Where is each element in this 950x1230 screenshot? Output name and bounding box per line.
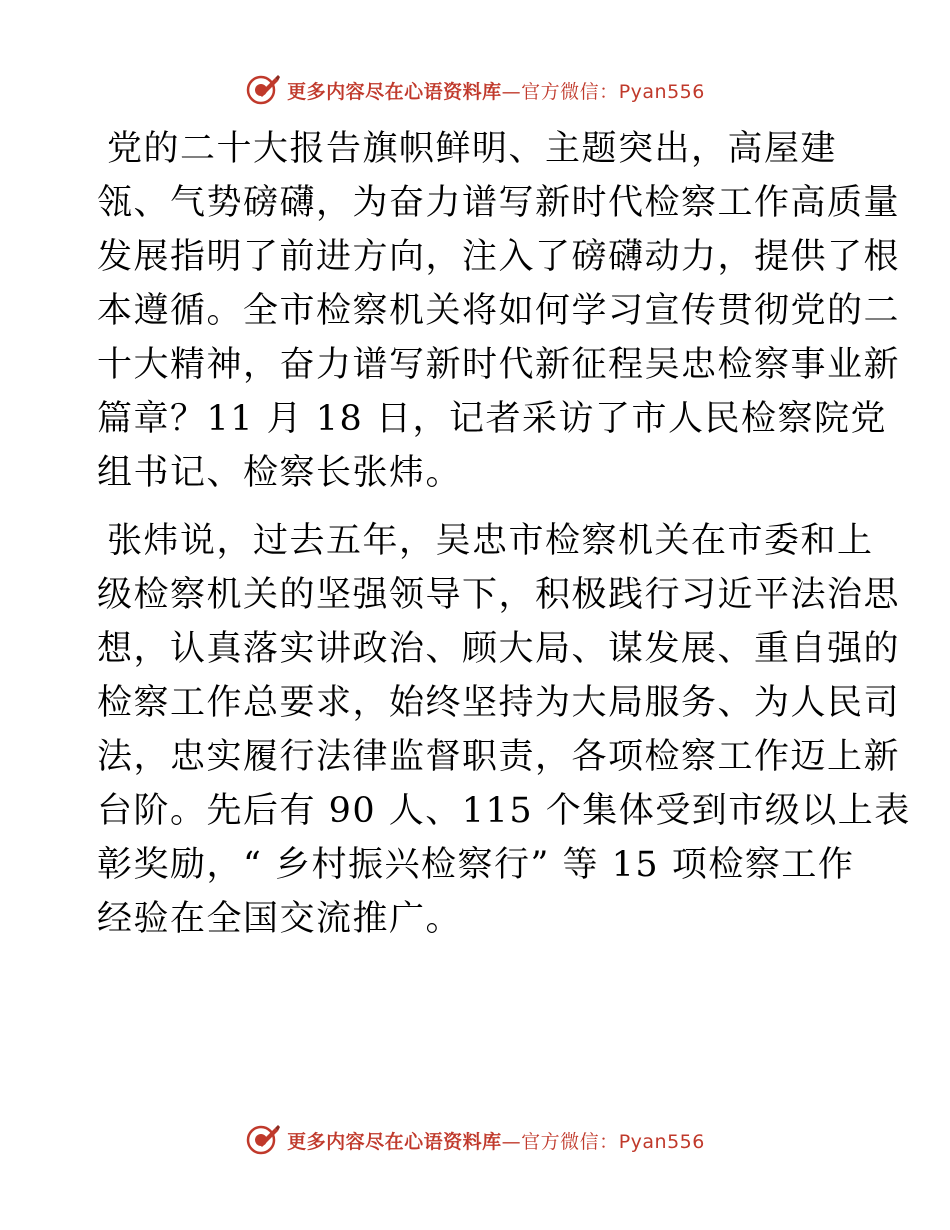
- banner-text: 更多内容尽在心语资料库—官方微信：Pyan556: [287, 80, 705, 103]
- text-line: 台阶。先后有 90 人、115 个集体受到市级以上表: [97, 791, 911, 831]
- text-line: 本遵循。全市检察机关将如何学习宣传贯彻党的二: [97, 291, 901, 331]
- text-line: 十大精神，奋力谱写新时代新征程吴忠检察事业新: [97, 345, 901, 385]
- text-line: 检察工作总要求，始终坚持为大局服务、为人民司: [97, 683, 901, 723]
- text-line: 经验在全国交流推广。: [97, 899, 463, 939]
- text-line: 发展指明了前进方向，注入了磅礴动力，提供了根: [97, 237, 901, 277]
- header-banner: [0, 72, 950, 108]
- text-line: 彰奖励，“ 乡村振兴检察行” 等 15 项检察工作: [97, 845, 855, 885]
- text-line: 张炜说，过去五年，吴忠市检察机关在市委和上: [107, 521, 874, 561]
- pen-logo-icon: [245, 72, 281, 108]
- text-line: 篇章？11 月 18 日，记者采访了市人民检察院党: [97, 399, 887, 439]
- paragraph-2: [97, 514, 911, 946]
- article-body: [97, 122, 911, 960]
- text-line: 瓴、气势磅礴，为奋力谱写新时代检察工作高质量: [97, 183, 901, 223]
- text-line: 党的二十大报告旗帜鲜明、主题突出，高屋建: [107, 129, 838, 169]
- text-line: 法，忠实履行法律监督职责，各项检察工作迈上新: [97, 737, 901, 777]
- pen-logo-icon: [245, 1122, 281, 1158]
- text-line: 组书记、检察长张炜。: [97, 453, 463, 493]
- text-line: 想，认真落实讲政治、顾大局、谋发展、重自强的: [97, 629, 901, 669]
- footer-banner: [0, 1122, 950, 1158]
- paragraph-1: [97, 122, 901, 500]
- banner-text: 更多内容尽在心语资料库—官方微信：Pyan556: [287, 1130, 705, 1153]
- text-line: 级检察机关的坚强领导下，积极践行习近平法治思: [97, 575, 901, 615]
